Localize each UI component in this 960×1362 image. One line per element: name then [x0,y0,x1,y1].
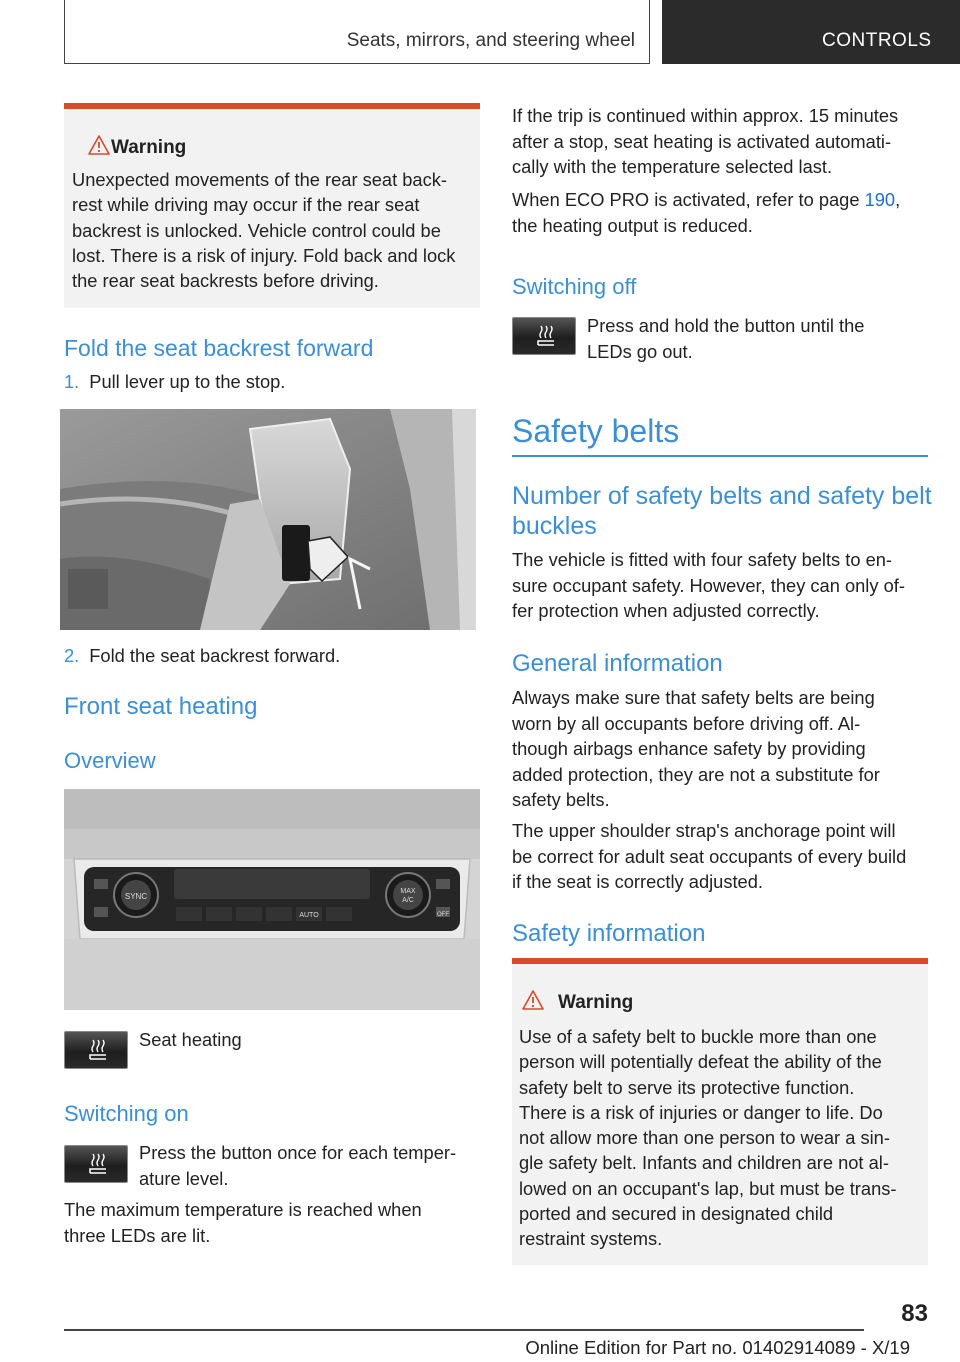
heading-safety-information: Safety information [512,920,706,947]
warning-line: lost. There is a risk of injury. Fold back and lock [72,244,456,266]
warning-line: backrest is unlocked. Vehicle control could be [72,219,441,241]
text-line: after a stop, seat heating is activated automati- [512,130,892,152]
header-chapter-title: CONTROLS [822,30,932,51]
shoulder-strap-text [512,818,906,895]
warning-line: rest while driving may occur if the rear seat [72,194,420,216]
number-of-belts-text [512,547,905,624]
warning-line: restraint systems. [519,1228,663,1250]
warning-triangle-icon [88,135,110,155]
warning-line: the rear seat backrests before driving. [72,270,379,292]
text-line: fer protection when adjusted correctly. [512,600,820,621]
header-chapter-tab [662,0,960,64]
warning-triangle-icon [522,990,544,1010]
warning-line: ported and secured in designated child [519,1203,834,1225]
text-line: Always make sure that safety belts are being [512,687,875,708]
heading-general-information: General information [512,650,723,677]
text-line: cally with the temperature selected last. [512,156,833,177]
heading-safety-belts: Safety belts [512,413,680,449]
rear-seat-lever-photo [60,409,476,630]
text-line: if the seat is correctly adjusted. [512,871,763,892]
switch-off-text [587,313,864,364]
heading-overview: Overview [64,748,156,773]
text-line: worn by all occupants before driving off. Al- [512,712,861,734]
seat-heating-label: Seat heating [139,1029,242,1050]
text-line: The vehicle is fitted with four safety belts to en- [512,549,893,570]
warning-line: gle safety belt. Infants and children are not al- [519,1152,889,1174]
text-line: though airbags enhance safety by providing [512,738,866,759]
switch-on-text [139,1140,456,1191]
max-temp-text [64,1197,422,1248]
step-1 [64,369,285,395]
panel-ac-label: A/C [402,897,414,904]
warning-title: Warning [111,137,187,158]
heading-switching-on: Switching on [64,1101,189,1126]
page-reference-link[interactable]: 190 [864,189,896,210]
panel-off-label: OFF [437,912,449,918]
text-line: If the trip is continued within approx. 15 minutes [512,105,899,126]
heading-divider [512,455,928,457]
header-section-tab [64,0,650,64]
seat-heating-icon [512,317,576,355]
panel-max-label: MAX [400,888,416,895]
text-line: LEDs go out. [587,340,693,362]
header-section-title: Seats, mirrors, and steering wheel [346,30,635,51]
warning-text [72,167,482,293]
text-line: When ECO PRO is activated, refer to page [512,189,865,210]
heading-number-of-belts [512,481,932,541]
seat-heating-icon [64,1145,128,1183]
text-line: sure occupant safety. However, they can only of- [512,574,905,596]
eco-pro-paragraph [512,187,900,238]
seat-heating-icon [64,1031,128,1069]
text-line: three LEDs are lit. [64,1224,211,1246]
warning-line: Use of a safety belt to buckle more than one [519,1026,877,1047]
climate-panel-photo [64,789,480,1010]
text-line: Press the button once for each temper- [139,1142,457,1163]
text-line: be correct for adult seat occupants of every build [512,845,907,867]
heading-line: Number of safety belts and safety belt [512,482,932,510]
warning-text [519,1024,927,1252]
step-number: 2. [64,645,80,666]
footer-edition: Online Edition for Part no. 01402914089 - X/19 [525,1337,910,1358]
warning-box-rear-seat [64,103,480,308]
warning-line: not allow more than one person to wear a sin- [519,1127,890,1149]
heading-switching-off: Switching off [512,274,637,299]
step-number: 1. [64,371,80,392]
step-text: Fold the seat backrest forward. [89,645,341,666]
page-number: 83 [901,1300,928,1327]
text-line: safety belts. [512,789,610,810]
warning-line: There is a risk of injuries or danger to life. Do [519,1101,883,1123]
step-2 [64,643,340,669]
warning-title: Warning [558,992,634,1013]
trip-paragraph [512,103,898,180]
warning-line: safety belt to serve its protective function. [519,1076,855,1098]
warning-line: lowed on an occupant's lap, but must be trans- [519,1177,897,1199]
text-line: The upper shoulder strap's anchorage point will [512,820,896,841]
warning-line: Unexpected movements of the rear seat back- [72,169,447,190]
text-line: ature level. [139,1167,229,1189]
punctuation: , [895,189,901,210]
warning-box-safety-belt [512,958,928,1265]
text-line: The maximum temperature is reached when [64,1199,422,1220]
text-line: added protection, they are not a substitute for [512,763,880,785]
warning-line: person will potentially defeat the ability of the [519,1051,882,1073]
footer-divider [64,1329,864,1331]
general-information-text [512,685,880,813]
panel-auto-label: AUTO [299,912,319,919]
step-text: Pull lever up to the stop. [89,371,286,392]
heading-fold-backrest: Fold the seat backrest forward [64,335,374,361]
heading-line: buckles [512,512,597,540]
text-line: Press and hold the button until the [587,315,865,336]
text-line: the heating output is reduced. [512,214,753,236]
heading-front-seat-heating: Front seat heating [64,693,258,720]
panel-sync-label: SYNC [124,892,148,901]
